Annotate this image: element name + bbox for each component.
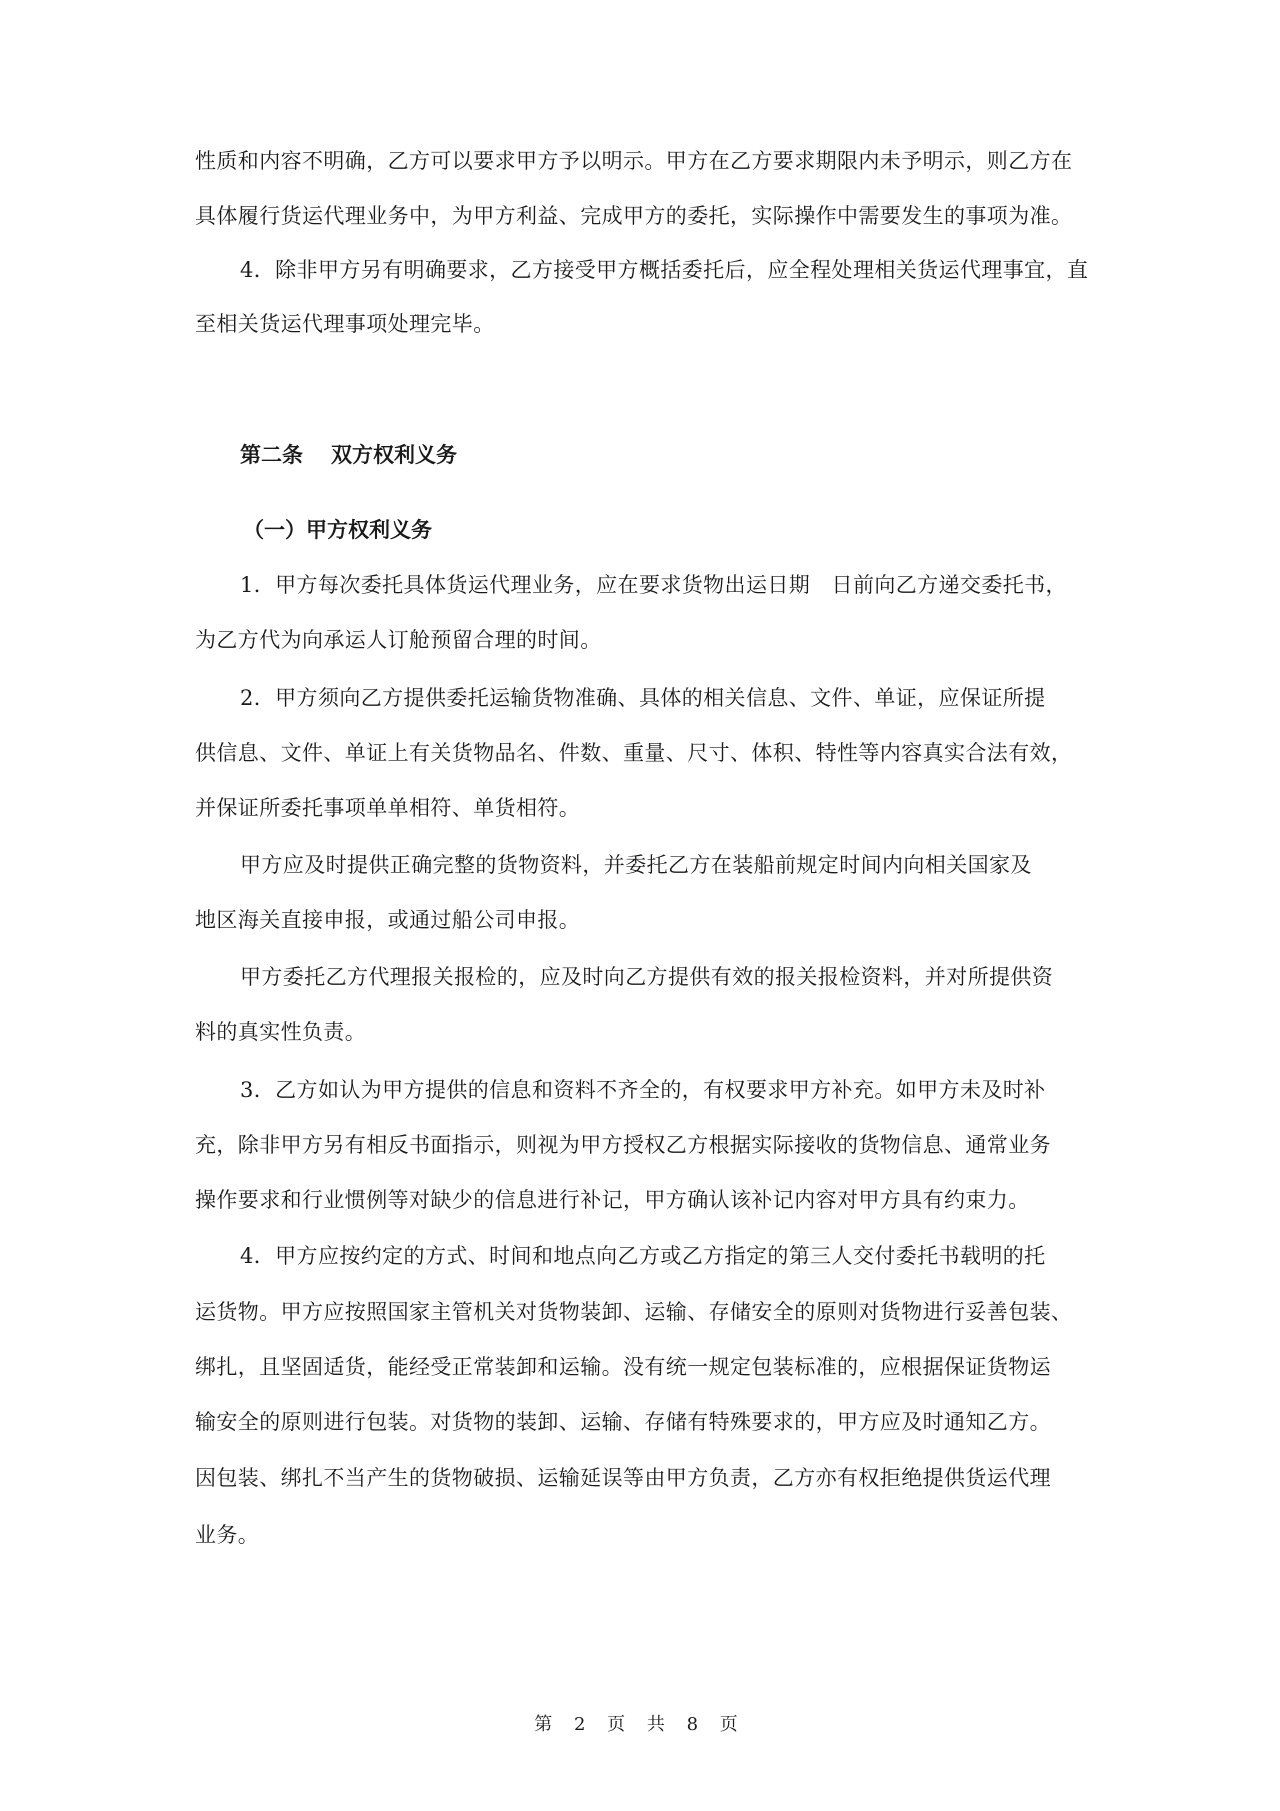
paragraph-line: 甲方应及时提供正确完整的货物资料，并委托乙方在装船前规定时间内向相关国家及 [240,853,1032,877]
paragraph-line: 供信息、文件、单证上有关货物品名、件数、重量、尺寸、体积、特性等内容真实合法有效， [195,741,1073,765]
paragraph-line: 为乙方代为向承运人订舱预留合理的时间。 [195,628,602,652]
paragraph-line: 业务。 [195,1523,260,1547]
paragraph-line: 3．乙方如认为甲方提供的信息和资料不齐全的，有权要求甲方补充。如甲方未及时补 [240,1078,1046,1102]
article-heading [240,441,457,469]
page-footer: 第 2 页 共 8 页 [534,1714,746,1735]
paragraph-line: 输安全的原则进行包装。对货物的装卸、运输、存储有特殊要求的，甲方应及时通知乙方。 [195,1410,1051,1434]
paragraph-line: 运货物。甲方应按照国家主管机关对货物装卸、运输、存储安全的原则对货物进行妥善包装、 [195,1300,1073,1324]
paragraph-line: 2．甲方须向乙方提供委托运输货物准确、具体的相关信息、文件、单证，应保证所提 [240,686,1046,710]
paragraph-line: 4．甲方应按约定的方式、时间和地点向乙方或乙方指定的第三人交付委托书载明的托 [240,1244,1046,1268]
section-heading: （一）甲方权利义务 [243,517,432,542]
paragraph-line: 料的真实性负责。 [195,1020,367,1044]
paragraph-line: 操作要求和行业惯例等对缺少的信息进行补记，甲方确认该补记内容对甲方具有约束力。 [195,1188,1030,1212]
paragraph-line: 绑扎，且坚固适货，能经受正常装卸和运输。没有统一规定包装标准的，应根据保证货物运 [195,1355,1051,1379]
paragraph-line: 甲方委托乙方代理报关报检的，应及时向乙方提供有效的报关报检资料，并对所提供资 [240,965,1054,989]
paragraph-line: 并保证所委托事项单单相符、单货相符。 [195,796,581,820]
paragraph-line: 4．除非甲方另有明确要求，乙方接受甲方概括委托后，应全程处理相关货运代理事宜，直 [240,258,1089,282]
article-number: 第二条 [240,442,303,467]
paragraph-line: 地区海关直接申报，或通过船公司申报。 [195,908,581,932]
paragraph-line: 具体履行货运代理业务中，为甲方利益、完成甲方的委托，实际操作中需要发生的事项为准。 [195,204,1073,228]
paragraph-line: 性质和内容不明确，乙方可以要求甲方予以明示。甲方在乙方要求期限内未予明示，则乙方在 [195,149,1073,173]
paragraph-line: 充，除非甲方另有相反书面指示，则视为甲方授权乙方根据实际接收的货物信息、通常业务 [195,1133,1051,1157]
paragraph-line: 因包装、绑扎不当产生的货物破损、运输延误等由甲方负责，乙方亦有权拒绝提供货运代理 [195,1466,1051,1490]
article-title: 双方权利义务 [331,442,457,467]
paragraph-line: 1．甲方每次委托具体货运代理业务，应在要求货物出运日期 日前向乙方递交委托书， [240,573,1067,597]
paragraph-line: 至相关货运代理事项处理完毕。 [195,312,495,336]
